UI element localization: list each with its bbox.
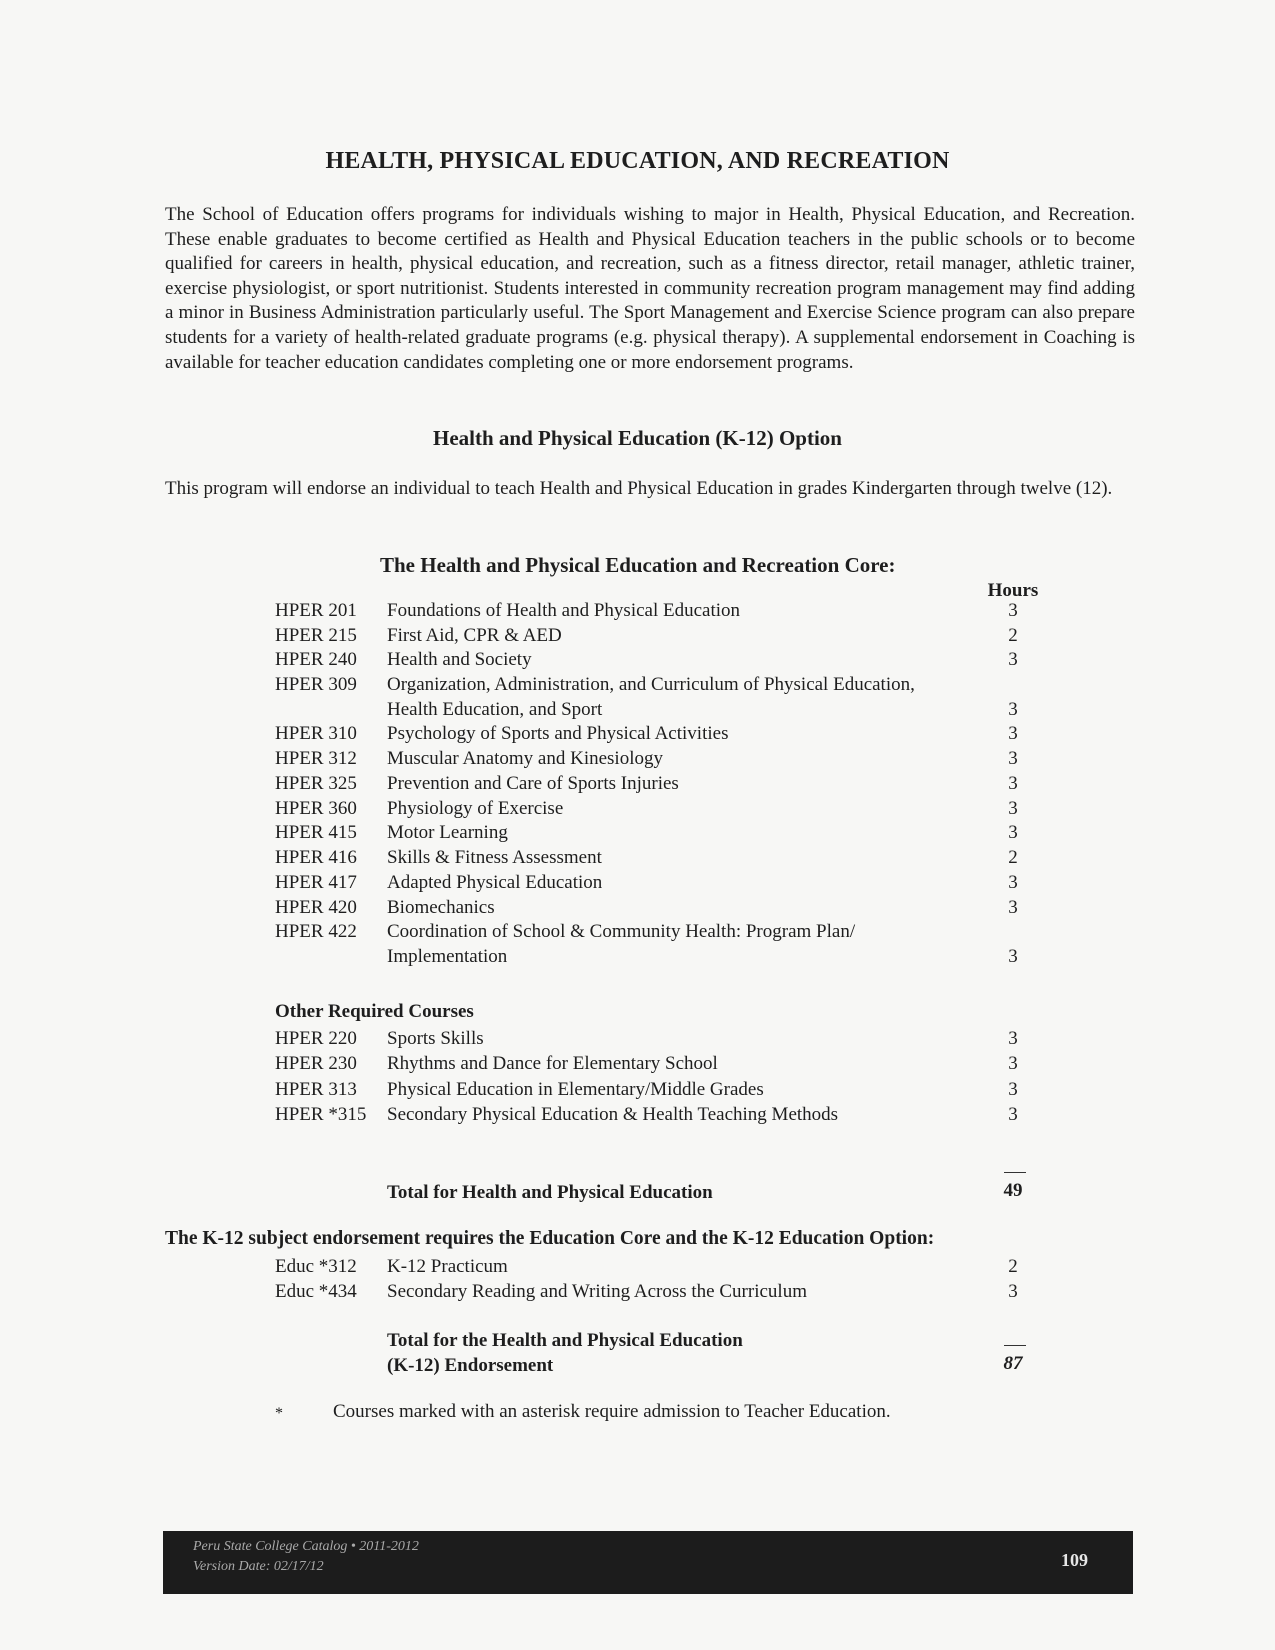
course-name: Foundations of Health and Physical Education [387, 600, 741, 621]
course-row [0, 647, 1275, 672]
course-row [0, 1077, 1275, 1102]
k12-heading: The K-12 subject endorsement requires the Education Core and the K-12 Education Option: [165, 1228, 935, 1249]
course-hours: 3 [1008, 1028, 1018, 1049]
course-row [0, 919, 1275, 944]
course-row [0, 598, 1275, 623]
course-row [0, 746, 1275, 771]
course-hours: 3 [1008, 872, 1018, 893]
program-description: This program will endorse an individual to teach Health and Physical Education in grades Kindergarten through twelve (12). [165, 478, 1113, 499]
course-code: HPER 201 [275, 600, 357, 621]
course-hours: 3 [1008, 822, 1018, 843]
course-hours: 3 [1008, 649, 1018, 670]
course-row [0, 1026, 1275, 1051]
footer-catalog-title: Peru State College Catalog • 2011-2012 [193, 1539, 419, 1554]
course-code: HPER 310 [275, 723, 357, 744]
hours-column-header: Hours [987, 580, 1039, 601]
course-name: Sports Skills [387, 1028, 484, 1049]
page-footer [163, 1531, 1133, 1594]
course-row [0, 623, 1275, 648]
course-row [0, 1051, 1275, 1076]
course-code: HPER 313 [275, 1079, 357, 1100]
course-code: HPER *315 [275, 1104, 367, 1125]
course-code: Educ *434 [275, 1281, 357, 1302]
page-number: 109 [1061, 1550, 1088, 1570]
course-name: Physiology of Exercise [387, 798, 564, 819]
footer-version-date: Version Date: 02/17/12 [193, 1559, 324, 1574]
core-heading: The Health and Physical Education and Recreation Core: [380, 553, 896, 577]
course-row [0, 721, 1275, 746]
course-code: HPER 416 [275, 847, 357, 868]
course-name: Health and Society [387, 649, 532, 670]
course-hours: 3 [1008, 773, 1018, 794]
course-row [0, 870, 1275, 895]
course-name-continued: Implementation [387, 946, 508, 967]
course-name: Muscular Anatomy and Kinesiology [387, 748, 663, 769]
course-code: HPER 220 [275, 1028, 357, 1049]
page-title: HEALTH, PHYSICAL EDUCATION, AND RECREATION [325, 148, 950, 174]
course-row [0, 820, 1275, 845]
course-row [0, 1279, 1275, 1304]
course-name: Prevention and Care of Sports Injuries [387, 773, 679, 794]
course-code: HPER 422 [275, 921, 357, 942]
course-name: Adapted Physical Education [387, 872, 603, 893]
course-hours: 3 [1008, 1281, 1018, 1302]
total-rule [1004, 1345, 1026, 1346]
course-name: Skills & Fitness Assessment [387, 847, 602, 868]
course-name-continued: Health Education, and Sport [387, 699, 603, 720]
course-row [0, 845, 1275, 870]
course-hours: 3 [1008, 699, 1018, 720]
course-hours: 2 [1008, 1256, 1018, 1277]
course-row [0, 771, 1275, 796]
total-hpe-label: Total for Health and Physical Education [387, 1182, 713, 1203]
course-code: HPER 415 [275, 822, 357, 843]
course-code: Educ *312 [275, 1256, 357, 1277]
course-row-continued [0, 697, 1275, 722]
course-code: HPER 309 [275, 674, 357, 695]
course-name: Biomechanics [387, 897, 495, 918]
course-hours: 3 [1008, 1053, 1018, 1074]
course-hours: 3 [1008, 600, 1018, 621]
total-k12-label-line1: Total for the Health and Physical Education [387, 1330, 743, 1351]
total-hpe-value: 49 [1003, 1180, 1023, 1201]
course-code: HPER 312 [275, 748, 357, 769]
course-hours: 3 [1008, 1079, 1018, 1100]
course-code: HPER 325 [275, 773, 357, 794]
course-name: First Aid, CPR & AED [387, 625, 562, 646]
course-row-continued [0, 944, 1275, 969]
course-hours: 3 [1008, 798, 1018, 819]
total-k12-value: 87 [1003, 1353, 1023, 1374]
other-required-heading: Other Required Courses [275, 1001, 474, 1022]
course-hours: 3 [1008, 946, 1018, 967]
course-code: HPER 230 [275, 1053, 357, 1074]
course-code: HPER 215 [275, 625, 357, 646]
course-name: Psychology of Sports and Physical Activities [387, 723, 729, 744]
course-row [0, 895, 1275, 920]
footnote-marker: * [275, 1405, 283, 1422]
course-row [0, 672, 1275, 697]
course-code: HPER 417 [275, 872, 357, 893]
course-name: Organization, Administration, and Curriculum of Physical Education, [387, 674, 915, 695]
course-name: Secondary Physical Education & Health Teaching Methods [387, 1104, 839, 1125]
total-rule [1004, 1172, 1026, 1173]
course-hours: 3 [1008, 1104, 1018, 1125]
course-code: HPER 420 [275, 897, 357, 918]
course-name: Secondary Reading and Writing Across the Curriculum [387, 1281, 807, 1302]
course-hours: 2 [1008, 625, 1018, 646]
footnote-text: Courses marked with an asterisk require admission to Teacher Education. [333, 1401, 891, 1422]
total-k12-label-line2: (K-12) Endorsement [387, 1355, 554, 1376]
course-name: Rhythms and Dance for Elementary School [387, 1053, 718, 1074]
course-code: HPER 240 [275, 649, 357, 670]
intro-paragraph: The School of Education offers programs for individuals wishing to major in Health, Physical Education, and Recreation. These enable graduates to become certified as Health and Physical Education teachers in the public schools or to become qualified for careers in health, physical education, and recreation, such as a fitness director, retail manager, athletic trainer, exercise physiologist, or sport nutritionist. Students interested in community recreation program management may find adding a minor in Business Administration particularly useful. The Sport Management and Exercise Science program can also prepare students for a variety of health-related graduate programs (e.g. physical therapy). A supplemental endorsement in Coaching is available for teacher education candidates completing one or more endorsement programs. [165, 204, 1135, 373]
course-name: Coordination of School & Community Health: Program Plan/ [387, 921, 856, 942]
course-hours: 3 [1008, 897, 1018, 918]
course-row [0, 796, 1275, 821]
course-hours: 3 [1008, 748, 1018, 769]
course-name: Motor Learning [387, 822, 508, 843]
option-heading: Health and Physical Education (K-12) Option [433, 426, 842, 450]
course-name: Physical Education in Elementary/Middle Grades [387, 1079, 764, 1100]
course-name: K-12 Practicum [387, 1256, 508, 1277]
course-code: HPER 360 [275, 798, 357, 819]
course-hours: 2 [1008, 847, 1018, 868]
course-hours: 3 [1008, 723, 1018, 744]
course-row [0, 1102, 1275, 1127]
course-row [0, 1254, 1275, 1279]
